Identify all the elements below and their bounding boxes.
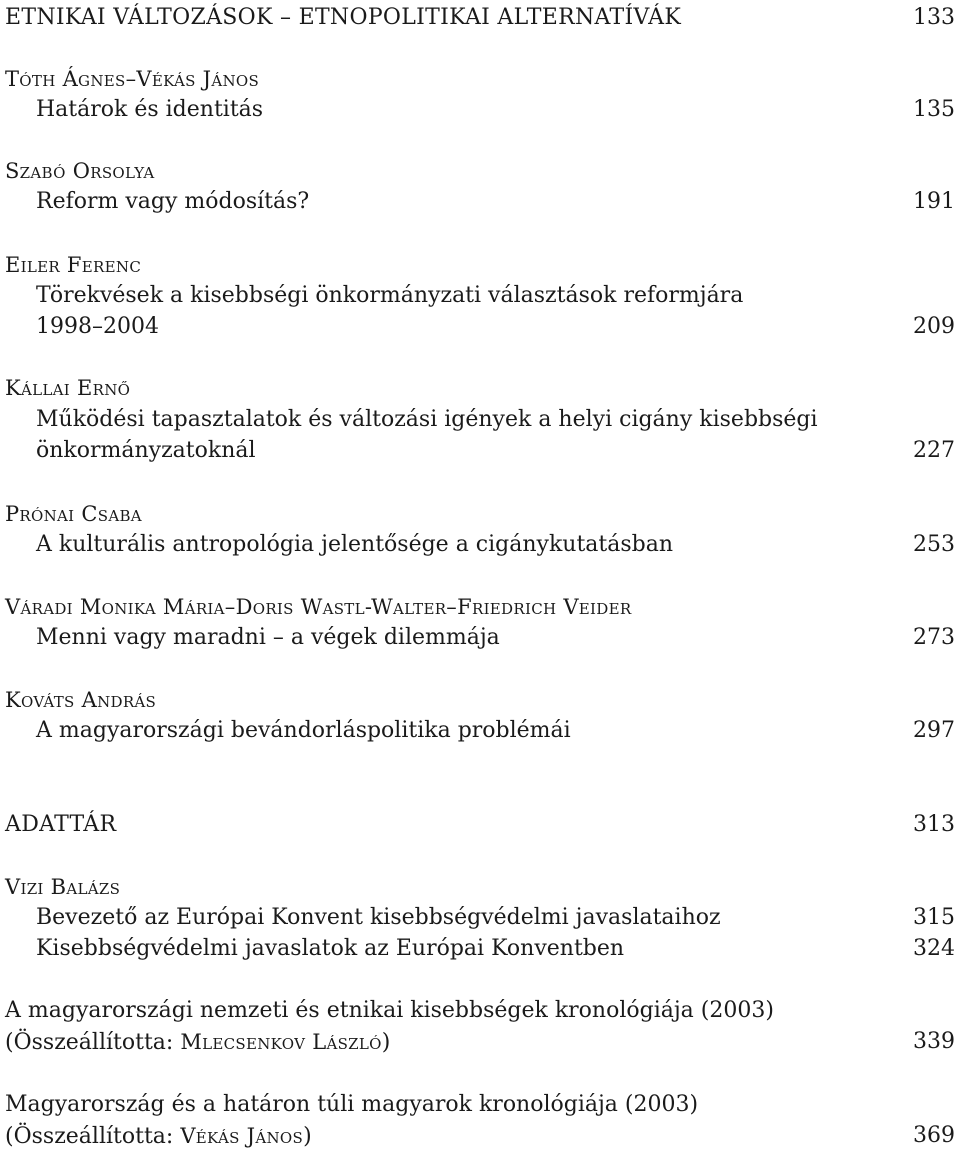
compiler-name: Vékás János — [180, 1124, 304, 1148]
page-number: 253 — [913, 532, 955, 557]
page-number: 313 — [913, 812, 955, 837]
author-name: Tóth Ágnes–Vékás János — [5, 67, 260, 91]
author-line — [5, 685, 955, 715]
closing-paren: ) — [303, 1124, 312, 1149]
entry-title: önkormányzatoknál — [36, 438, 256, 463]
author-line — [5, 156, 955, 186]
page-number: 135 — [913, 97, 955, 122]
page-number: 227 — [913, 438, 955, 463]
toc-entry[interactable] — [5, 934, 955, 964]
page-number: 339 — [913, 1029, 955, 1054]
author-line — [5, 373, 955, 403]
page-number: 209 — [913, 314, 955, 339]
toc-entry[interactable] — [5, 903, 955, 933]
author-name: Vizi Balázs — [5, 875, 121, 899]
toc-entry[interactable] — [5, 187, 955, 217]
compiler-name: Mlecsenkov László — [180, 1030, 382, 1054]
toc-entry[interactable] — [5, 95, 955, 125]
toc-entry[interactable] — [5, 405, 955, 435]
author-name: Szabó Orsolya — [5, 159, 155, 183]
author-name: Kállai Ernő — [5, 376, 131, 400]
page-number: 191 — [913, 189, 955, 214]
author-line — [5, 250, 955, 280]
entry-title: Törekvések a kisebbségi önkormányzati választások reformjára — [36, 283, 744, 308]
page-number: 369 — [913, 1123, 955, 1148]
section-title: ETNIKAI VÁLTOZÁSOK – ETNOPOLITIKAI ALTERNATÍVÁK — [5, 5, 682, 30]
section-title: ADATTÁR — [5, 812, 117, 837]
toc-entry[interactable] — [5, 1090, 955, 1120]
toc-entry[interactable] — [5, 281, 955, 311]
compiler-credit — [5, 1121, 312, 1152]
entry-title: Magyarország és a határon túli magyarok kronológiája (2003) — [5, 1092, 699, 1117]
toc-entry[interactable] — [5, 996, 955, 1026]
section-heading — [5, 3, 955, 33]
author-name: Váradi Monika Mária–Doris Wastl-Walter–Friedrich Veider — [5, 595, 632, 619]
entry-title: A kulturális antropológia jelentősége a cigánykutatásban — [36, 532, 674, 557]
entry-title: Bevezető az Európai Konvent kisebbségvédelmi javaslataihoz — [36, 905, 721, 930]
compiled-by-label: (Összeállította: — [5, 1124, 181, 1149]
page-number: 297 — [913, 718, 955, 743]
entry-title: A magyarországi bevándorláspolitika problémái — [36, 718, 571, 743]
entry-title: Határok és identitás — [36, 97, 264, 122]
toc-entry[interactable] — [5, 530, 955, 560]
author-line — [5, 872, 955, 902]
compiler-line — [5, 1027, 955, 1057]
section-heading — [5, 810, 955, 840]
page-number: 273 — [913, 625, 955, 650]
page-number: 315 — [913, 905, 955, 930]
entry-title: Működési tapasztalatok és változási igények a helyi cigány kisebbségi — [36, 407, 818, 432]
toc-entry[interactable] — [5, 623, 955, 653]
author-name: Eiler Ferenc — [5, 253, 142, 277]
compiled-by-label: (Összeállította: — [5, 1030, 181, 1055]
author-line — [5, 64, 955, 94]
entry-title: 1998–2004 — [36, 314, 159, 339]
closing-paren: ) — [381, 1030, 391, 1055]
compiler-line — [5, 1121, 955, 1151]
entry-title: Reform vagy módosítás? — [36, 189, 310, 214]
author-name: Prónai Csaba — [5, 502, 142, 526]
author-name: Kováts András — [5, 688, 157, 712]
author-line — [5, 592, 955, 622]
entry-title: Menni vagy maradni – a végek dilemmája — [36, 625, 500, 650]
toc-entry-continued[interactable] — [5, 312, 955, 342]
toc-entry-continued[interactable] — [5, 436, 955, 466]
compiler-credit — [5, 1027, 390, 1058]
page-number: 133 — [913, 5, 955, 30]
entry-title: Kisebbségvédelmi javaslatok az Európai Konventben — [36, 936, 625, 961]
entry-title: A magyarországi nemzeti és etnikai kisebbségek kronológiája (2003) — [5, 998, 774, 1023]
page-number: 324 — [913, 936, 955, 961]
toc-entry[interactable] — [5, 716, 955, 746]
author-line — [5, 499, 955, 529]
